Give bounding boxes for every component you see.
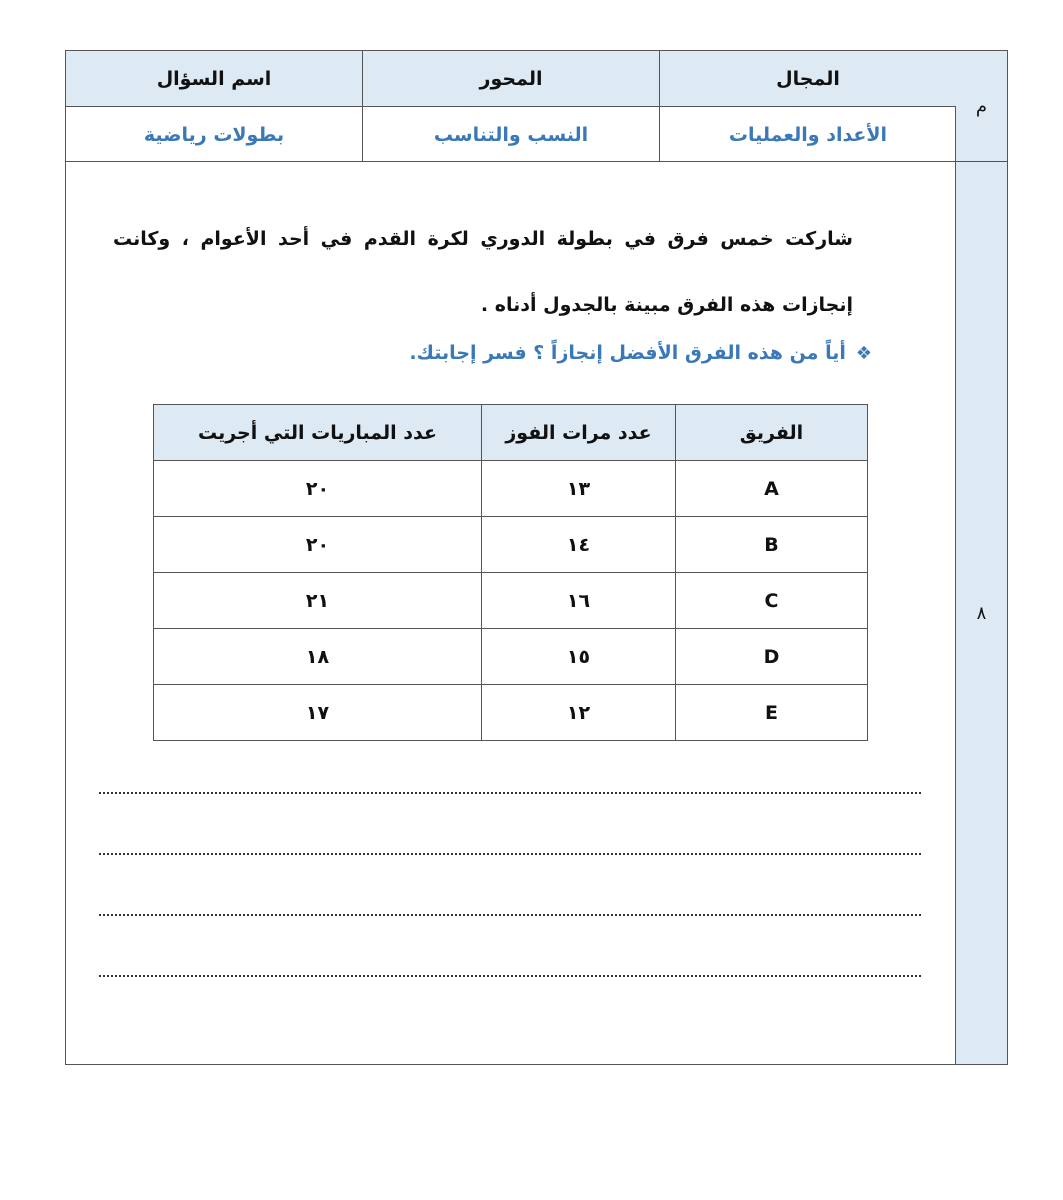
matches-cell: ٢١ (154, 573, 482, 629)
question-name-label: اسم السؤال (66, 51, 363, 106)
question-name-value: بطولات رياضية (66, 107, 363, 162)
domain-value: الأعداد والعمليات (728, 123, 888, 146)
table-row (154, 629, 868, 685)
team-cell: C (676, 573, 868, 629)
matches-cell: ١٧ (154, 685, 482, 741)
wins-cell: ١٥ (482, 629, 676, 685)
question-number: ٨ (976, 602, 987, 624)
table-header-row (154, 405, 868, 461)
axis-label: المحور (363, 51, 660, 106)
info-header (66, 51, 956, 162)
table-row (154, 517, 868, 573)
matches-cell: ٢٠ (154, 461, 482, 517)
table-row (154, 573, 868, 629)
matches-header: عدد المباريات التي أجريت (154, 405, 482, 461)
answer-line[interactable] (99, 792, 921, 794)
diamond-bullet-icon: ❖ (855, 343, 872, 364)
question-sheet (65, 50, 1008, 1065)
team-header: الفريق (676, 405, 868, 461)
team-cell: E (676, 685, 868, 741)
info-header-values (66, 107, 956, 162)
team-cell: D (676, 629, 868, 685)
question-paragraph: شاركت خمس فرق في بطولة الدوري لكرة القدم في أحد الأعوام ، وكانت إنجازات هذه الفرق مبينة بالجدول أدناه . (113, 228, 853, 316)
wins-header: عدد مرات الفوز (482, 405, 676, 461)
answer-line[interactable] (99, 975, 921, 977)
team-cell: B (676, 517, 868, 573)
axis-value: النسب والتناسب (363, 107, 660, 162)
info-header-labels (66, 51, 956, 107)
teams-table (153, 404, 868, 741)
number-column (955, 51, 1007, 1064)
answer-line[interactable] (99, 853, 921, 855)
answer-lines (99, 792, 921, 1036)
question-prompt (409, 342, 872, 364)
answer-line[interactable] (99, 914, 921, 916)
matches-cell: ٢٠ (154, 517, 482, 573)
wins-cell: ١٣ (482, 461, 676, 517)
domain-label: المجال (776, 67, 840, 90)
wins-cell: ١٤ (482, 517, 676, 573)
team-cell: A (676, 461, 868, 517)
question-content (66, 162, 956, 1064)
table-row (154, 685, 868, 741)
question-text: أياً من هذه الفرق الأفضل إنجازاً ؟ فسر إجابتك. (409, 342, 846, 364)
matches-cell: ١٨ (154, 629, 482, 685)
number-header: م (956, 51, 1007, 162)
wins-cell: ١٢ (482, 685, 676, 741)
table-row (154, 461, 868, 517)
wins-cell: ١٦ (482, 573, 676, 629)
